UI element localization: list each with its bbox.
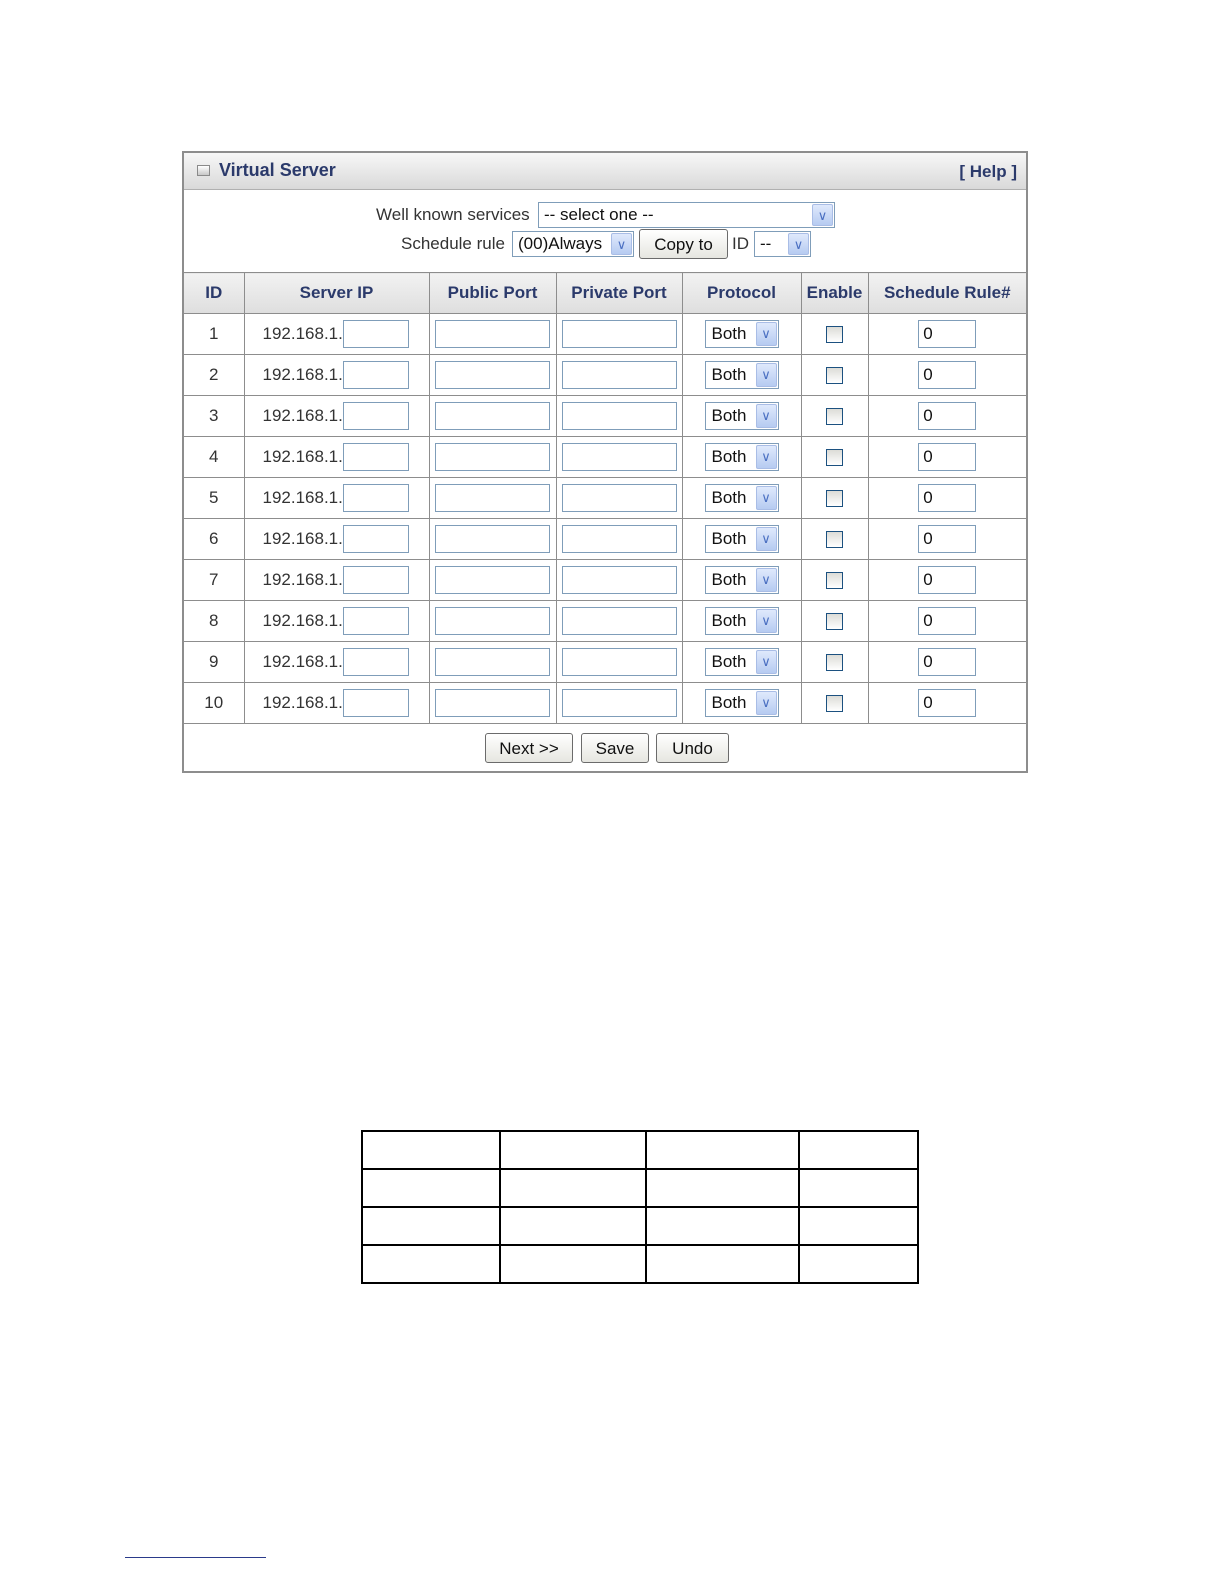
- enable-checkbox[interactable]: [826, 367, 843, 384]
- ip-prefix: 192.168.1.: [262, 488, 343, 507]
- chevron-down-icon: ∨: [788, 233, 809, 255]
- public-port-input[interactable]: [435, 525, 550, 553]
- server-ip-cell: [244, 560, 429, 601]
- id-label: ID: [732, 234, 749, 253]
- row-id: 7: [184, 560, 244, 601]
- table-row: [184, 478, 1026, 519]
- private-port-input[interactable]: [562, 525, 677, 553]
- public-port-cell: [429, 683, 556, 724]
- protocol-value: Both: [711, 365, 747, 384]
- table-row: [184, 601, 1026, 642]
- enable-cell: [801, 560, 868, 601]
- ip-prefix: 192.168.1.: [262, 652, 343, 671]
- chevron-down-icon: ∨: [756, 568, 777, 592]
- enable-cell: [801, 396, 868, 437]
- public-port-input[interactable]: [435, 689, 550, 717]
- well-known-services-label: Well known services: [376, 205, 530, 224]
- table-row: [184, 519, 1026, 560]
- header-private-port: Private Port: [556, 273, 682, 314]
- ip-prefix: 192.168.1.: [262, 570, 343, 589]
- chevron-down-icon: ∨: [756, 363, 777, 387]
- blank-cell: [500, 1245, 646, 1283]
- schedule-rule-input[interactable]: 0: [918, 648, 976, 676]
- server-ip-input[interactable]: [343, 361, 409, 389]
- protocol-select[interactable]: [705, 320, 779, 348]
- square-bullet-icon: [197, 165, 210, 176]
- protocol-select[interactable]: [705, 525, 779, 553]
- server-ip-group: [245, 566, 429, 594]
- private-port-input[interactable]: [562, 607, 677, 635]
- protocol-cell: [682, 642, 801, 683]
- table-row: [184, 355, 1026, 396]
- protocol-value: Both: [711, 488, 747, 507]
- table-row: [184, 683, 1026, 724]
- protocol-value: Both: [711, 529, 747, 548]
- public-port-cell: [429, 478, 556, 519]
- public-port-input[interactable]: [435, 648, 550, 676]
- chevron-down-icon: ∨: [756, 445, 777, 469]
- enable-checkbox[interactable]: [826, 613, 843, 630]
- ip-prefix: 192.168.1.: [262, 406, 343, 425]
- panel-titlebar: [184, 153, 1026, 190]
- protocol-select[interactable]: [705, 607, 779, 635]
- chevron-down-icon: ∨: [812, 204, 833, 226]
- private-port-input[interactable]: [562, 689, 677, 717]
- public-port-input[interactable]: [435, 361, 550, 389]
- ip-prefix: 192.168.1.: [262, 324, 343, 343]
- header-protocol: Protocol: [682, 273, 801, 314]
- ip-prefix: 192.168.1.: [262, 365, 343, 384]
- private-port-input[interactable]: [562, 361, 677, 389]
- row-id: 8: [184, 601, 244, 642]
- enable-cell: [801, 314, 868, 355]
- blank-cell: [799, 1245, 918, 1283]
- schedule-rule-input[interactable]: 0: [918, 607, 976, 635]
- public-port-cell: [429, 519, 556, 560]
- virtual-server-table: [184, 272, 1026, 724]
- server-ip-cell: [244, 314, 429, 355]
- save-button[interactable]: Save: [581, 733, 649, 763]
- blank-cell: [500, 1207, 646, 1245]
- schedule-cell: [868, 519, 1026, 560]
- ip-prefix: 192.168.1.: [262, 693, 343, 712]
- blank-table: [361, 1130, 919, 1284]
- blank-cell: [362, 1207, 500, 1245]
- protocol-value: Both: [711, 570, 747, 589]
- blank-cell: [362, 1169, 500, 1207]
- server-ip-input[interactable]: [343, 402, 409, 430]
- copy-id-value: --: [760, 234, 772, 253]
- blank-cell: [646, 1207, 799, 1245]
- schedule-cell: [868, 396, 1026, 437]
- server-ip-cell: [244, 601, 429, 642]
- server-ip-input[interactable]: [343, 443, 409, 471]
- public-port-cell: [429, 396, 556, 437]
- public-port-input[interactable]: [435, 566, 550, 594]
- virtual-server-panel: [182, 151, 1028, 773]
- server-ip-input[interactable]: [343, 566, 409, 594]
- row-id: 3: [184, 396, 244, 437]
- panel-title: Virtual Server: [219, 160, 336, 180]
- enable-checkbox[interactable]: [826, 695, 843, 712]
- server-ip-input[interactable]: [343, 648, 409, 676]
- server-ip-cell: [244, 437, 429, 478]
- server-ip-group: [245, 402, 429, 430]
- protocol-cell: [682, 519, 801, 560]
- enable-cell: [801, 437, 868, 478]
- blank-table-row: [362, 1207, 918, 1245]
- protocol-select[interactable]: [705, 484, 779, 512]
- protocol-value: Both: [711, 611, 747, 630]
- public-port-cell: [429, 560, 556, 601]
- schedule-cell: [868, 601, 1026, 642]
- public-port-input[interactable]: [435, 402, 550, 430]
- private-port-cell: [556, 355, 682, 396]
- public-port-input[interactable]: [435, 320, 550, 348]
- public-port-cell: [429, 437, 556, 478]
- chevron-down-icon: ∨: [756, 322, 777, 346]
- chevron-down-icon: ∨: [756, 650, 777, 674]
- next-button[interactable]: Next >>: [485, 733, 573, 763]
- server-ip-cell: [244, 396, 429, 437]
- server-ip-group: [245, 361, 429, 389]
- schedule-cell: [868, 437, 1026, 478]
- protocol-cell: [682, 683, 801, 724]
- well-known-services-select[interactable]: [538, 202, 835, 228]
- schedule-rule-input[interactable]: 0: [918, 689, 976, 717]
- copy-to-button[interactable]: Copy to: [639, 229, 728, 259]
- well-known-services-value: -- select one --: [544, 205, 654, 224]
- server-ip-group: [245, 320, 429, 348]
- chevron-down-icon: ∨: [756, 609, 777, 633]
- private-port-cell: [556, 560, 682, 601]
- protocol-select[interactable]: [705, 689, 779, 717]
- chevron-down-icon: ∨: [611, 233, 632, 255]
- blank-cell: [362, 1131, 500, 1169]
- server-ip-group: [245, 443, 429, 471]
- table-row: [184, 437, 1026, 478]
- private-port-cell: [556, 314, 682, 355]
- enable-checkbox[interactable]: [826, 572, 843, 589]
- blank-cell: [362, 1245, 500, 1283]
- chevron-down-icon: ∨: [756, 486, 777, 510]
- undo-button[interactable]: Undo: [656, 733, 729, 763]
- server-ip-group: [245, 607, 429, 635]
- schedule-cell: [868, 683, 1026, 724]
- help-link[interactable]: [ Help ]: [959, 162, 1017, 181]
- row-id: 5: [184, 478, 244, 519]
- chevron-down-icon: ∨: [756, 404, 777, 428]
- schedule-rule-input[interactable]: 0: [918, 320, 976, 348]
- schedule-rule-label: Schedule rule: [401, 234, 505, 253]
- enable-checkbox[interactable]: [826, 654, 843, 671]
- blank-cell: [500, 1169, 646, 1207]
- chevron-down-icon: ∨: [756, 527, 777, 551]
- schedule-rule-select[interactable]: [512, 231, 634, 257]
- enable-cell: [801, 683, 868, 724]
- blank-table-row: [362, 1131, 918, 1169]
- blank-cell: [799, 1169, 918, 1207]
- server-ip-group: [245, 525, 429, 553]
- private-port-input[interactable]: [562, 648, 677, 676]
- protocol-cell: [682, 355, 801, 396]
- server-ip-input[interactable]: [343, 525, 409, 553]
- public-port-input[interactable]: [435, 484, 550, 512]
- private-port-cell: [556, 601, 682, 642]
- server-ip-input[interactable]: [343, 484, 409, 512]
- enable-cell: [801, 478, 868, 519]
- schedule-cell: [868, 314, 1026, 355]
- server-ip-input[interactable]: [343, 607, 409, 635]
- header-server-ip: Server IP: [244, 273, 429, 314]
- enable-cell: [801, 355, 868, 396]
- protocol-select[interactable]: [705, 361, 779, 389]
- header-enable: Enable: [801, 273, 868, 314]
- schedule-rule-input[interactable]: 0: [918, 443, 976, 471]
- enable-cell: [801, 642, 868, 683]
- public-port-cell: [429, 642, 556, 683]
- enable-checkbox[interactable]: [826, 408, 843, 425]
- enable-cell: [801, 601, 868, 642]
- protocol-cell: [682, 437, 801, 478]
- private-port-cell: [556, 478, 682, 519]
- schedule-cell: [868, 478, 1026, 519]
- protocol-value: Both: [711, 693, 747, 712]
- ip-prefix: 192.168.1.: [262, 529, 343, 548]
- schedule-rule-input[interactable]: 0: [918, 484, 976, 512]
- row-id: 2: [184, 355, 244, 396]
- protocol-select[interactable]: [705, 402, 779, 430]
- table-header-row: [184, 273, 1026, 314]
- protocol-cell: [682, 478, 801, 519]
- blank-cell: [646, 1131, 799, 1169]
- enable-checkbox[interactable]: [826, 531, 843, 548]
- row-id: 4: [184, 437, 244, 478]
- blank-cell: [799, 1131, 918, 1169]
- private-port-cell: [556, 519, 682, 560]
- blank-cell: [500, 1131, 646, 1169]
- server-ip-cell: [244, 642, 429, 683]
- protocol-value: Both: [711, 652, 747, 671]
- schedule-rule-input[interactable]: 0: [918, 525, 976, 553]
- schedule-cell: [868, 560, 1026, 601]
- ip-prefix: 192.168.1.: [262, 447, 343, 466]
- protocol-cell: [682, 560, 801, 601]
- schedule-cell: [868, 355, 1026, 396]
- server-ip-cell: [244, 478, 429, 519]
- private-port-input[interactable]: [562, 484, 677, 512]
- protocol-select[interactable]: [705, 443, 779, 471]
- header-public-port: Public Port: [429, 273, 556, 314]
- server-ip-group: [245, 484, 429, 512]
- protocol-cell: [682, 314, 801, 355]
- public-port-cell: [429, 355, 556, 396]
- table-row: [184, 314, 1026, 355]
- public-port-cell: [429, 314, 556, 355]
- table-row: [184, 560, 1026, 601]
- private-port-cell: [556, 683, 682, 724]
- row-id: 9: [184, 642, 244, 683]
- schedule-cell: [868, 642, 1026, 683]
- protocol-select[interactable]: [705, 566, 779, 594]
- private-port-cell: [556, 437, 682, 478]
- controls-area: [184, 190, 1026, 270]
- private-port-input[interactable]: [562, 566, 677, 594]
- row-id: 10: [184, 683, 244, 724]
- blank-cell: [646, 1169, 799, 1207]
- row-id: 6: [184, 519, 244, 560]
- schedule-rule-value: (00)Always: [518, 234, 603, 253]
- copy-id-select[interactable]: [754, 231, 811, 257]
- protocol-cell: [682, 601, 801, 642]
- schedule-rule-input[interactable]: 0: [918, 566, 976, 594]
- private-port-input[interactable]: [562, 443, 677, 471]
- ip-prefix: 192.168.1.: [262, 611, 343, 630]
- schedule-rule-input[interactable]: 0: [918, 361, 976, 389]
- chevron-down-icon: ∨: [756, 691, 777, 715]
- protocol-cell: [682, 396, 801, 437]
- server-ip-group: [245, 648, 429, 676]
- enable-checkbox[interactable]: [826, 326, 843, 343]
- row-id: 1: [184, 314, 244, 355]
- enable-cell: [801, 519, 868, 560]
- button-bar: [184, 719, 1026, 771]
- header-schedule-rule: Schedule Rule#: [868, 273, 1026, 314]
- private-port-input[interactable]: [562, 320, 677, 348]
- table-row: [184, 642, 1026, 683]
- header-id: ID: [184, 273, 244, 314]
- blank-table-row: [362, 1169, 918, 1207]
- blank-cell: [799, 1207, 918, 1245]
- public-port-input[interactable]: [435, 607, 550, 635]
- private-port-cell: [556, 642, 682, 683]
- server-ip-input[interactable]: [343, 689, 409, 717]
- server-ip-cell: [244, 683, 429, 724]
- protocol-select[interactable]: [705, 648, 779, 676]
- server-ip-cell: [244, 355, 429, 396]
- schedule-rule-input[interactable]: 0: [918, 402, 976, 430]
- enable-checkbox[interactable]: [826, 449, 843, 466]
- public-port-input[interactable]: [435, 443, 550, 471]
- blank-table-row: [362, 1245, 918, 1283]
- protocol-value: Both: [711, 324, 747, 343]
- protocol-value: Both: [711, 447, 747, 466]
- server-ip-cell: [244, 519, 429, 560]
- protocol-value: Both: [711, 406, 747, 425]
- private-port-input[interactable]: [562, 402, 677, 430]
- public-port-cell: [429, 601, 556, 642]
- enable-checkbox[interactable]: [826, 490, 843, 507]
- table-row: [184, 396, 1026, 437]
- blank-cell: [646, 1245, 799, 1283]
- footer-rule: [125, 1557, 266, 1558]
- server-ip-input[interactable]: [343, 320, 409, 348]
- private-port-cell: [556, 396, 682, 437]
- server-ip-group: [245, 689, 429, 717]
